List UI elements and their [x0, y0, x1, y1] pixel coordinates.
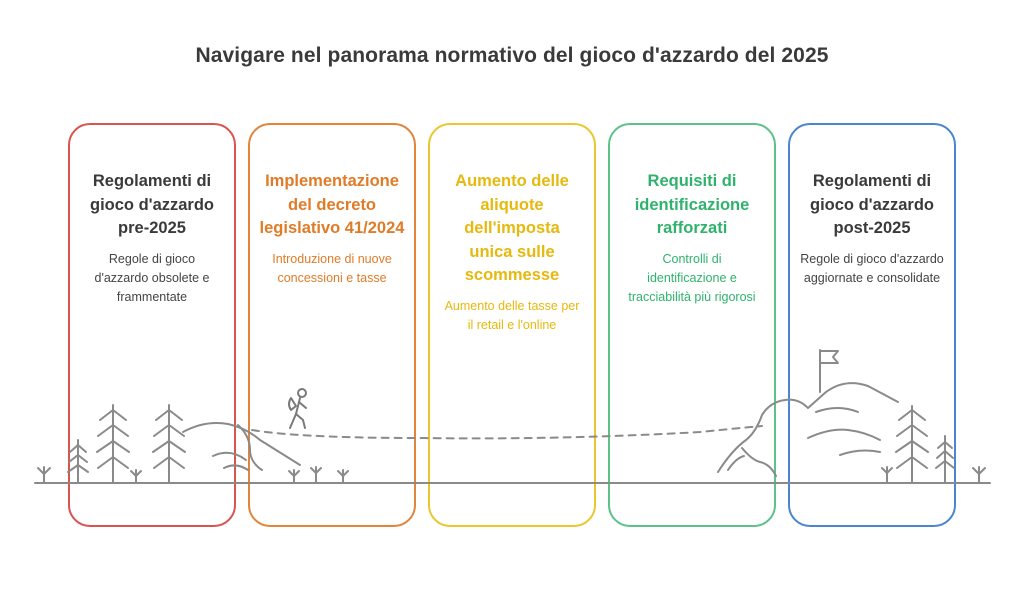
tree-icon: [97, 405, 129, 483]
diagram-title: Navigare nel panorama normativo del gioco d'azzardo del 2025: [195, 44, 829, 67]
stage-title-aliquote: Aumento delle aliquote dell'imposta unica sulle scommesse: [455, 172, 569, 284]
stage-title-post-2025: Regolamenti di gioco d'azzardo post-2025: [809, 172, 935, 237]
tree-icon: [153, 405, 185, 483]
stage-desc-decreto: Introduzione di nuove concessioni e tasse: [272, 251, 392, 285]
grass-icon: [38, 467, 985, 483]
mountain-icon: [183, 423, 300, 470]
stage-desc-pre-2025: Regole di gioco d'azzardo obsolete e frammentate: [94, 251, 210, 304]
dashed-path: [252, 426, 762, 438]
stage-desc-post-2025: Regole di gioco d'azzardo aggiornate e consolidate: [800, 251, 944, 285]
tree-icon: [936, 436, 954, 483]
tree-icon: [896, 406, 928, 483]
hiker-icon: [289, 389, 306, 428]
stage-title-decreto: Implementazione del decreto legislativo 41/2024: [259, 172, 405, 237]
stage-title-pre-2025: Regolamenti di gioco d'azzardo pre-2025: [89, 172, 215, 237]
stage-title-identificazione: Requisiti di identificazione rafforzati: [634, 172, 750, 237]
mountain-icon: [718, 383, 898, 476]
tree-icon: [68, 440, 88, 483]
stage-desc-aliquote: Aumento delle tasse per il retail e l'online: [444, 298, 580, 332]
stage-desc-identificazione: Controlli di identificazione e tracciabilità più rigorosi: [628, 251, 756, 304]
